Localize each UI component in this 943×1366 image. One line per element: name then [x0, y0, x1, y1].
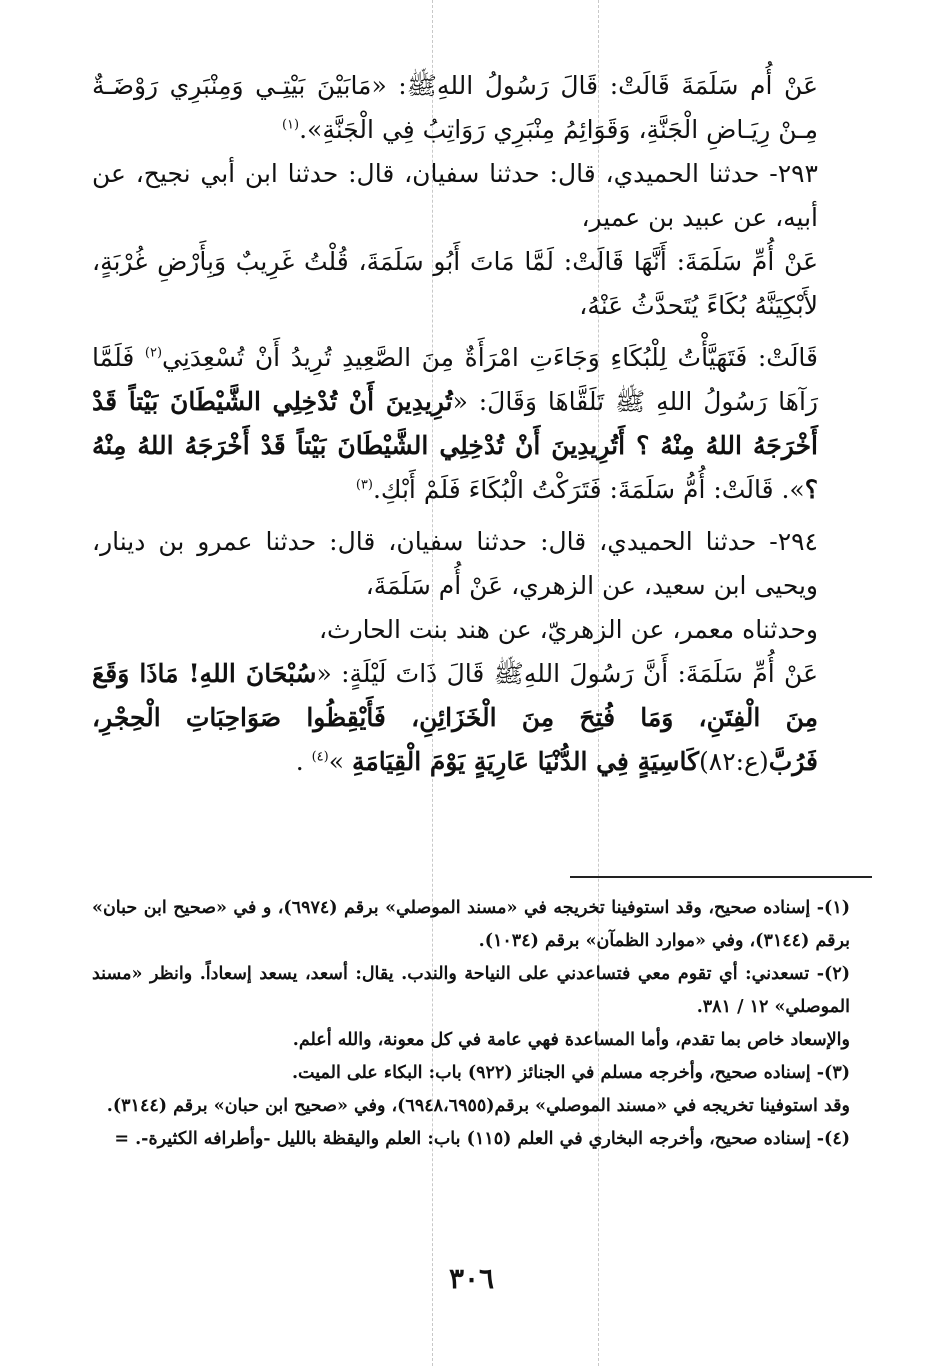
hadith-paragraph: [92, 64, 878, 152]
hadith-text: .: [295, 747, 312, 776]
hadith-paragraph: [92, 336, 878, 512]
footnote-ref: (١): [281, 117, 300, 133]
hadith-paragraph: [92, 652, 878, 784]
footnote-separator: [570, 876, 872, 878]
footnote-4: (٤)- إسناده صحيح، وأخرجه البخاري في العلم (١١٥) باب: العلم واليقظة بالليل -وأطرافه الكثيرة-. =: [114, 1129, 850, 1149]
prophet-saying: كَاسِيَةٍ فِي الدُّنْيَا عَارِيَةٍ يَوْمَ الْقِيَامَةِ: [351, 747, 699, 776]
isnad-paragraph: ٢٩٤- حدثنا الحميدي، قال: حدثنا سفيان، قال: حدثنا عمرو بن دينار، ويحيى ابن سعيد، عن الزهري، عَنْ أُم سَلَمَةَ،: [92, 527, 818, 600]
hadith-text: »: [328, 747, 352, 776]
footnote-2-continuation: والإسعاد خاص بما تقدم، وأما المساعدة فهي عامة في كل معونة، والله أعلم.: [292, 1030, 850, 1050]
isnad-paragraph: وحدثناه معمر، عن الزهريّ، عن هند بنت الحارث،: [318, 615, 818, 644]
hadith-text: قَالَتْ: فَتَهَيَّأْتُ لِلْبُكَاءِ وَجَاءَتِ امْرَأَةٌ مِنَ الصَّعِيدِ تُرِيدُ أَنْ تُسْعِدَنِي: [162, 343, 818, 372]
isnad-paragraph: ٢٩٣- حدثنا الحميدي، قال: حدثنا سفيان، قال: حدثنا ابن أبي نجيح، عن أبيه، عن عبيد بن عمير،: [92, 159, 818, 232]
footnote-ref: (٢): [144, 345, 163, 361]
hadith-text: فَلَمَّا رَآهَا رَسُولُ اللهِ ﷺ تَلَقَّاهَا وَقَالَ: «: [92, 343, 818, 416]
hadith-text: ». قَالَتْ: أُمُّ سَلَمَةَ: فَتَرَكْتُ الْبُكَاءَ فَلَمْ أَبْكِ.: [372, 475, 805, 504]
footnotes: [92, 892, 878, 1156]
footnote-3: (٣)- إسناده صحيح، وأخرجه مسلم في الجنائز (٩٢٢) باب: البكاء على الميت.: [291, 1063, 850, 1083]
footnote-1: (١)- إسناده صحيح، وقد استوفينا تخريجه في «مسند الموصلي» برقم (٦٩٧٤)، و في «صحيح ابن حبان» برقم (٣١٤٤)، وفي «موارد الظمآن» برقم (١٠٣٤).: [92, 898, 850, 951]
footnote-ref: (٤): [311, 749, 329, 765]
manuscript-ref: (ع:٨٢): [699, 747, 769, 776]
hadith-text: عَنْ أُمِّ سَلَمَةَ: أَنَّ رَسُولَ اللهِﷺ قَالَ ذَاتَ لَيْلَةٍ: «: [316, 659, 818, 688]
footnote-2: (٢)- تسعدني: أي تقوم معي فتساعدني على النياحة والندب. يقال: أسعد، يسعد إسعاداً. وانظر «مسند الموصلي» ١٢ / ٣٨١.: [92, 964, 850, 1017]
hadith-text: عَنْ أُم سَلَمَةَ قَالَتْ: قَالَ رَسُولُ اللهِﷺ: «مَابَيْنَ بَيْتِـي وَمِنْبَرِي رَوْضَـةٌ مِـنْ رِيَـاضِ الْجَنَّةِ، وَقَوَائِمُ مِنْبَرِي رَوَاتِبُ فِي الْجَنَّةِ».: [92, 71, 818, 144]
page-number: ٣٠٦: [448, 1262, 495, 1295]
footnote-3-continuation: وقد استوفينا تخريجه في «مسند الموصلي» برقم(٦٩٤٨،٦٩٥٥)، وفي «صحيح ابن حبان» برقم (٣١٤٤).: [106, 1096, 850, 1116]
footnote-ref: (٣): [355, 477, 373, 493]
prophet-saying: تُرِيدِينَ أَنْ تُدْخِلِي الشَّيْطَانَ بَيْتاً قَدْ أَخْرَجَهُ اللهُ مِنْهُ ؟ أَتُرِيدِينَ أَنْ تُدْخِلِي الشَّيْطَانَ بَيْتاً قَدْ أَخْرَجَهُ اللهُ مِنْهُ ؟: [92, 387, 818, 504]
main-text: [92, 64, 878, 784]
prophet-saying: سُبْحَانَ اللهِ! مَاذَا وَقَعَ مِنَ الْفِتَنِ، وَمَا فُتِحَ مِنَ الْخَزَائِنِ، فَأَيْقِظُوا صَوَاحِبَاتِ الْحِجْرِ، فَرُبَّ: [92, 659, 818, 776]
hadith-paragraph: عَنْ أُمِّ سَلَمَةَ: أَنَّهَا قَالَتْ: لَمَّا مَاتَ أَبُو سَلَمَةَ، قُلْتُ غَرِيبٌ وَبِأَرْضِ غُرْبَةٍ، لأَبْكِيَنَّهُ بُكَاءً يُتَحدَّثُ عَنْهُ،: [92, 247, 818, 320]
